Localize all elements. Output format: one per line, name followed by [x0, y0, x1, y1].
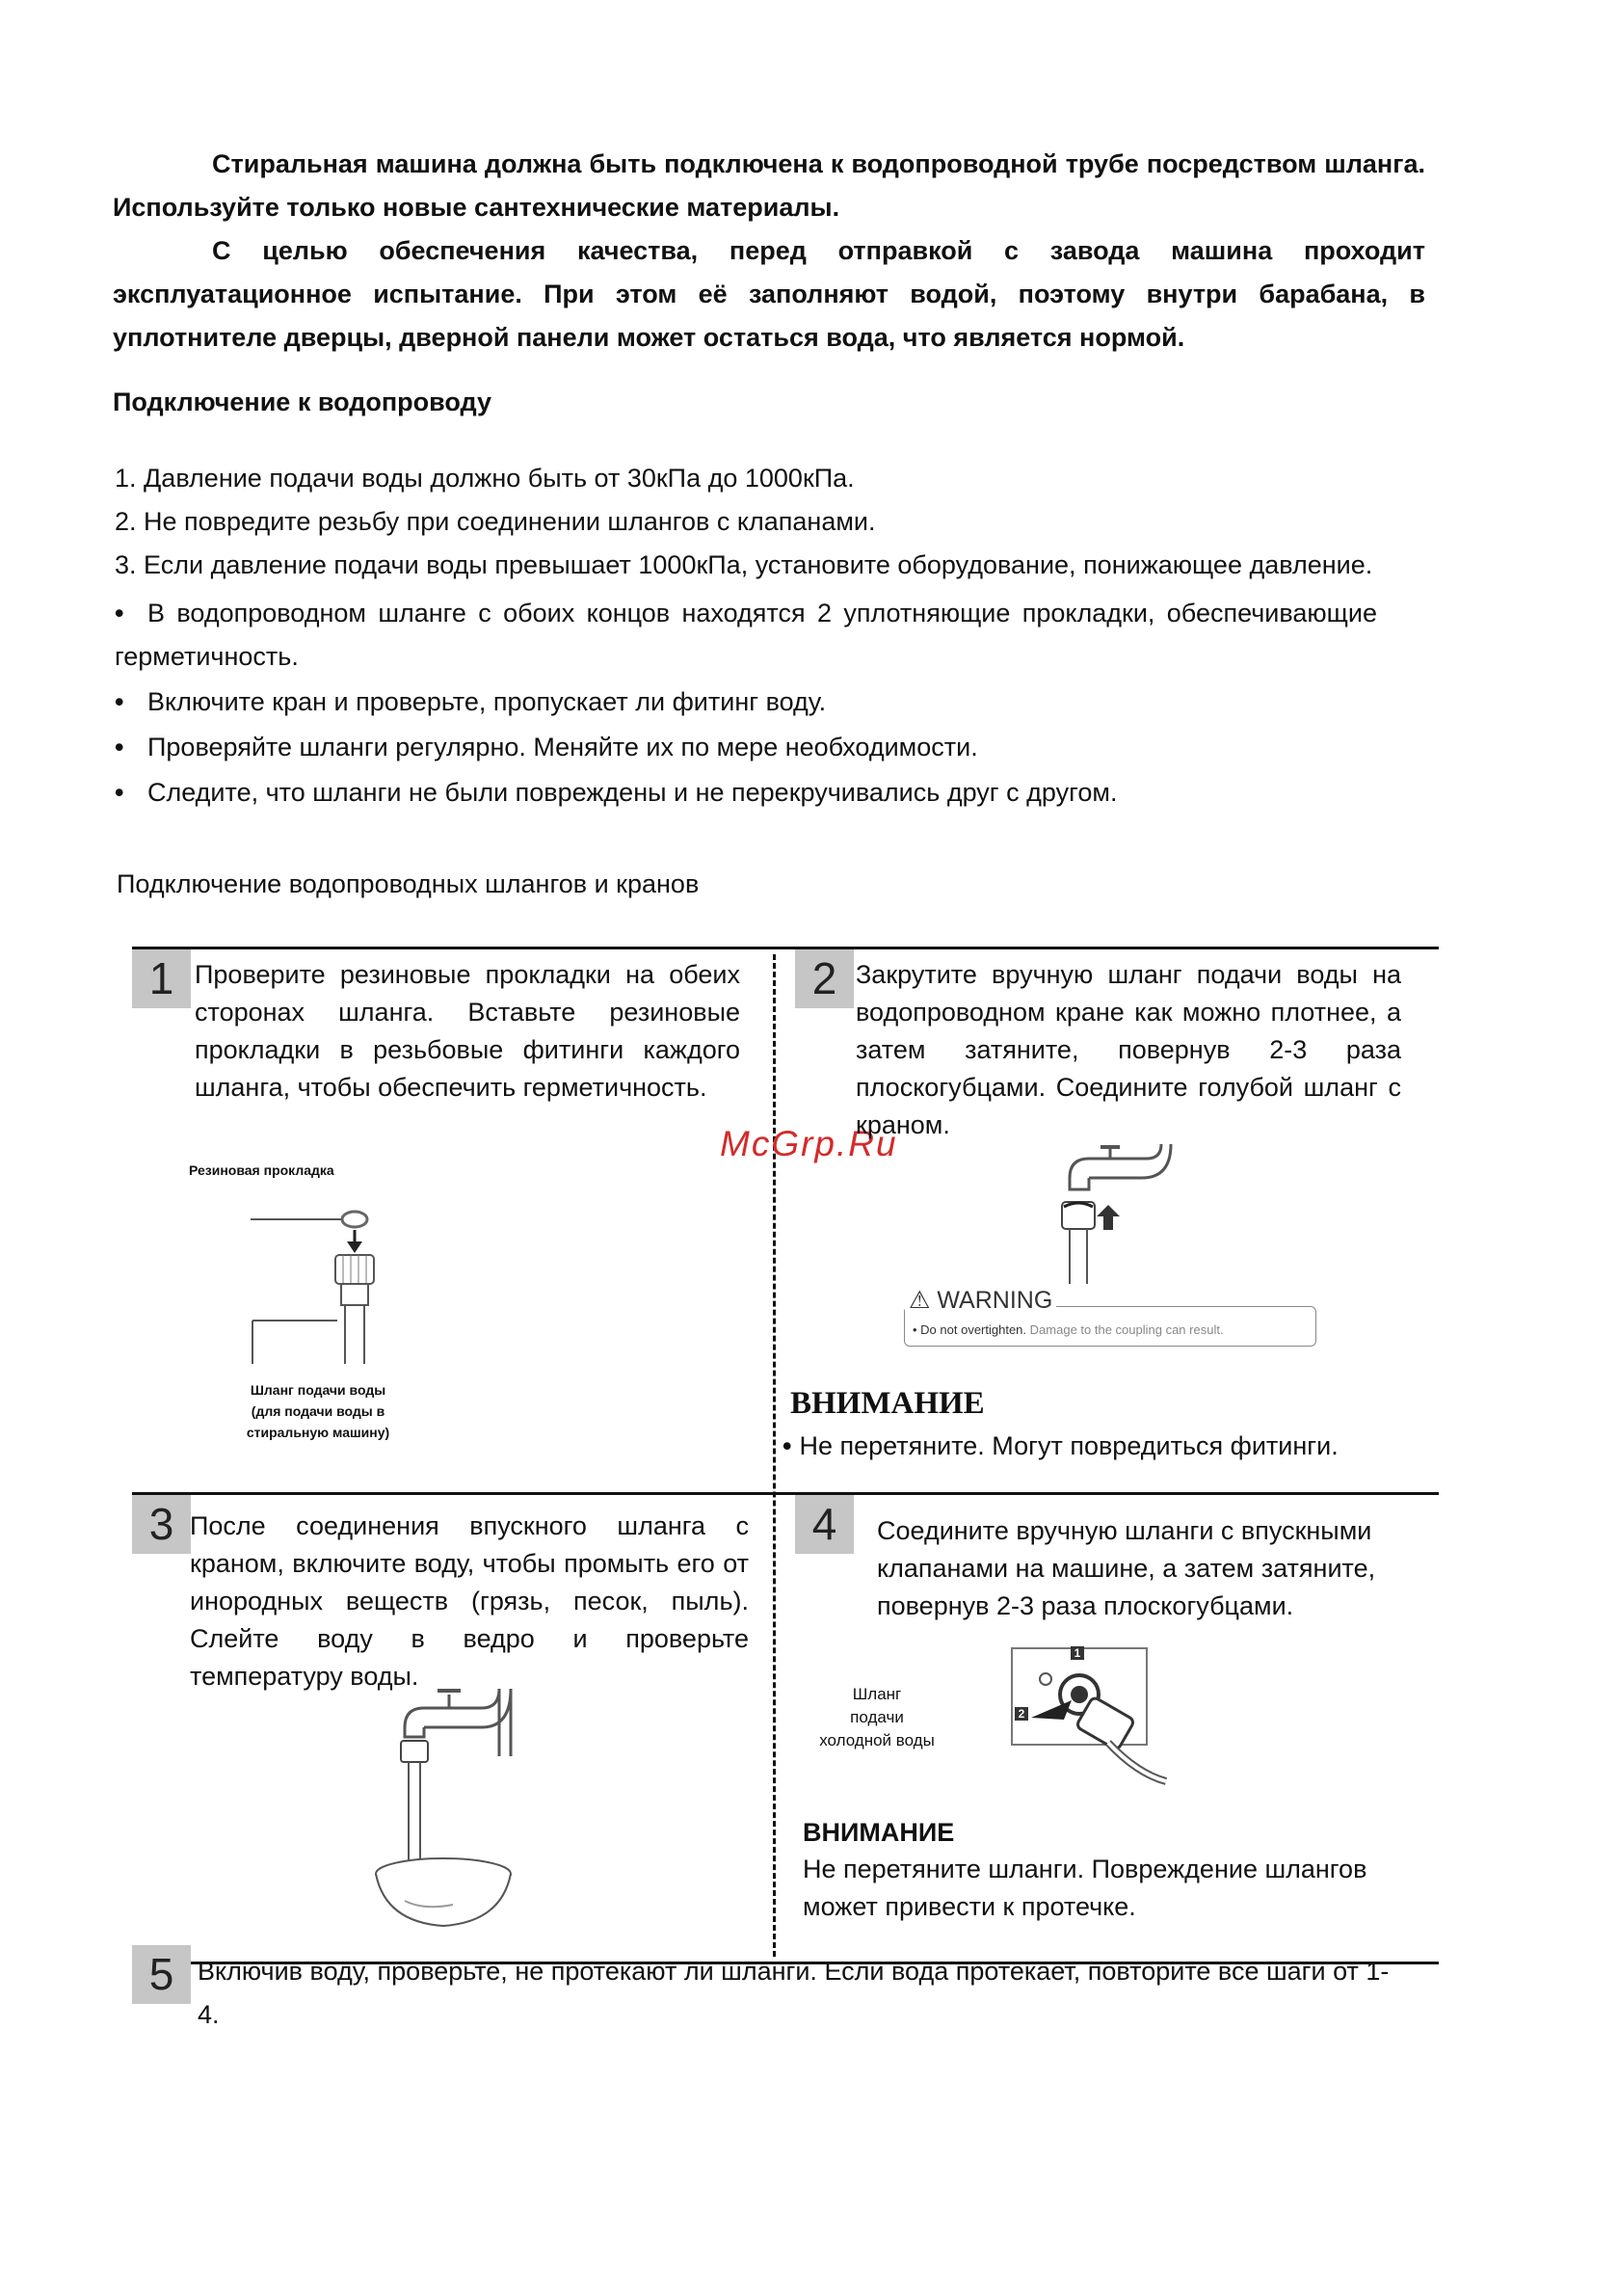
- step-1-number: 1: [132, 949, 191, 1008]
- gasket-hose-illustration: [241, 1195, 414, 1369]
- warning-text-light: Damage to the coupling can result.: [1029, 1322, 1224, 1337]
- marker-1: 1: [1071, 1646, 1084, 1660]
- bullet-marker: •: [782, 1431, 792, 1460]
- hose-label-line: стиральную машину): [246, 1425, 390, 1440]
- subheading: Подключение водопроводных шлангов и кранов: [117, 869, 700, 898]
- warning-title: WARNING: [937, 1287, 1053, 1314]
- cold-hose-label: [800, 1683, 954, 1752]
- warning-text: • Do not overtighten. Damage to the coupling can result.: [913, 1322, 1224, 1337]
- hose-label-line: (для подачи воды в: [251, 1403, 385, 1419]
- gasket-label: Резиновая прокладка: [189, 1162, 334, 1178]
- step-4-number: 4: [795, 1495, 854, 1554]
- hose-label: [222, 1379, 414, 1443]
- intro-paragraph-1: Стиральная машина должна быть подключена к водопроводной трубе посредством шланга. Используйте только новые сантехнические материалы.: [113, 149, 1425, 222]
- marker-2: 2: [1015, 1707, 1028, 1721]
- bullet-text: Проверяйте шланги регулярно. Меняйте их по мере необходимости.: [147, 733, 978, 761]
- hose-label-line: Шланг подачи воды: [250, 1382, 386, 1398]
- step-3-text: После соединения впускного шланга с краном, включите воду, чтобы промыть его от инородных веществ (грязь, песок, пыль). Слейте воду в ведро и проверьте температуру воды.: [190, 1511, 749, 1691]
- warning-icon: ⚠: [909, 1287, 931, 1314]
- step-2-text: Закрутите вручную шланг подачи воды на водопроводном кране как можно плотнее, а затем затяните, повернув 2-3 раза плоскогубцами. Соедините голубой шланг с краном.: [856, 960, 1401, 1139]
- list-item: [115, 726, 1377, 769]
- column-divider: [773, 954, 776, 1957]
- intro-paragraph-2: С целью обеспечения качества, перед отправкой с завода машина проходит эксплуатационное испытание. При этом её заполняют водой, поэтому внутри барабана, в уплотнителе дверцы, дверной панели может остаться вода, что является нормой.: [113, 236, 1425, 352]
- step-4-caution-text: Не перетяните шланги. Повреждение шлангов может привести к протечке.: [803, 1855, 1367, 1921]
- list-item: 2. Не повредите резьбу при соединении шлангов с клапанами.: [115, 507, 876, 536]
- cold-hose-label-line: подачи: [850, 1708, 904, 1726]
- bullet-marker: [115, 733, 147, 761]
- list-item: 3. Если давление подачи воды превышает 1000кПа, установите оборудование, понижающее давление.: [115, 550, 1373, 579]
- section-heading: Подключение к водопроводу: [113, 387, 492, 416]
- step-4-caution-title: ВНИМАНИЕ: [803, 1818, 955, 1847]
- list-item: [115, 771, 1377, 814]
- step-2-caution-title: ВНИМАНИЕ: [790, 1386, 985, 1421]
- warning-box: [904, 1287, 1316, 1347]
- table-top-line: [132, 947, 1439, 949]
- faucet-icon: [1050, 1130, 1176, 1294]
- bullet-text: В водопроводном шланге с обоих концов находятся 2 уплотняющие прокладки, обеспечивающие герметичность.: [115, 599, 1377, 671]
- step-3-number: 3: [132, 1495, 191, 1554]
- table-middle-line: [132, 1492, 1439, 1495]
- cold-hose-label-line: Шланг: [852, 1685, 902, 1703]
- list-item: [115, 592, 1377, 679]
- caution-text: Не перетяните. Могут повредиться фитинги.: [799, 1431, 1339, 1460]
- requirements-list: [115, 457, 1377, 814]
- faucet-bucket-illustration: [366, 1669, 578, 1936]
- step-4-text: Соедините вручную шланги с впускными клапанами на машине, а затем затяните, повернув 2-3 раза плоскогубцами.: [877, 1516, 1376, 1620]
- step-5-number: 5: [132, 1945, 191, 2004]
- bullet-text: Включите кран и проверьте, пропускает ли фитинг воду.: [147, 687, 827, 716]
- step-2-number: 2: [795, 949, 854, 1008]
- list-item: 1. Давление подачи воды должно быть от 30кПа до 1000кПа.: [115, 464, 855, 493]
- bullet-marker: [115, 778, 147, 807]
- bullet-text: Следите, что шланги не были повреждены и не перекручивались друг с другом.: [147, 778, 1118, 807]
- step-2-caution-text: [782, 1428, 1339, 1465]
- step-5-text: Включив воду, проверьте, не протекают ли шланги. Если вода протекает, повторите все шаги от 1-4.: [198, 1957, 1390, 2029]
- cold-hose-label-line: холодной воды: [819, 1731, 935, 1749]
- watermark: McGrp.Ru: [720, 1124, 898, 1163]
- bullet-marker: [115, 599, 147, 627]
- step-1-text: Проверите резиновые прокладки на обеих сторонах шланга. Вставьте резиновые прокладки в резьбовые фитинги каждого шланга, чтобы обеспечить герметичность.: [195, 960, 740, 1102]
- warning-text-dark: Do not overtighten.: [920, 1322, 1027, 1337]
- warning-heading: [905, 1286, 1056, 1315]
- list-item: [115, 681, 1377, 724]
- bullet-marker: [115, 687, 147, 716]
